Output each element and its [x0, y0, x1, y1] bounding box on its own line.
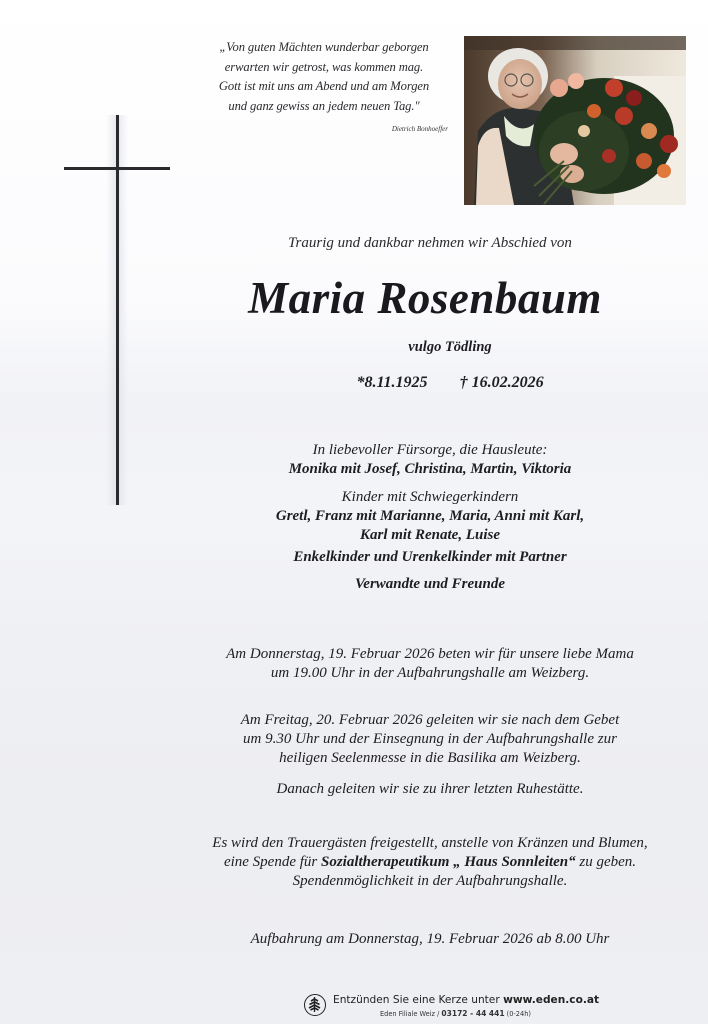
death-date: † 16.02.2026 — [459, 374, 544, 391]
text-line: Am Donnerstag, 19. Februar 2026 beten wir für unsere liebe Mama — [226, 646, 634, 662]
prayer-service-notice — [170, 645, 690, 683]
text-fragment: zu geben. — [575, 854, 637, 870]
branch-contact — [380, 1009, 531, 1018]
deceased-photo — [464, 36, 686, 205]
burial-notice: Danach geleiten wir sie zu ihrer letzten Ruhestätte. — [276, 781, 584, 797]
children-label: Kinder mit Schwiegerkindern — [341, 489, 519, 505]
text-line — [160, 853, 700, 872]
service-hours: (0-24h) — [504, 1010, 531, 1018]
eden-tree-logo-icon — [304, 994, 326, 1016]
text-line: heiligen Seelenmesse in die Basilika am Weizberg. — [279, 750, 581, 766]
children-names: Gretl, Franz mit Marianne, Maria, Anni mit Karl, — [275, 508, 585, 524]
quote-line: und ganz gewiss an jedem neuen Tag." — [228, 98, 420, 113]
bonhoeffer-quote — [196, 38, 452, 116]
quote-author: Dietrich Bonhoeffer — [391, 125, 448, 133]
charity-name: Sozialtherapeutikum „ Haus Sonnleiten“ — [321, 854, 576, 870]
viewing-notice: Aufbahrung am Donnerstag, 19. Februar 2026 ab 8.00 Uhr — [250, 931, 610, 947]
mourners-grandchildren: Enkelkinder und Urenkelkinder mit Partner — [293, 549, 567, 565]
text-line: Am Freitag, 20. Februar 2026 geleiten wir sie nach dem Gebet — [240, 712, 620, 728]
phone-number: 03172 - 44 441 — [441, 1009, 505, 1018]
mourners-caretakers — [180, 441, 680, 479]
farewell-intro: Traurig und dankbar nehmen wir Abschied von — [288, 235, 572, 251]
mourners-children — [180, 488, 680, 545]
children-names: Karl mit Renate, Luise — [359, 527, 500, 543]
caretakers-names: Monika mit Josef, Christina, Martin, Viktoria — [288, 461, 572, 477]
quote-line: erwarten wir getrost, was kommen mag. — [224, 59, 424, 74]
mourners-relatives: Verwandte und Freunde — [354, 576, 506, 592]
donation-notice — [160, 834, 700, 891]
birth-date: *8.11.1925 — [356, 374, 428, 391]
quote-line: Gott ist mit uns am Abend und am Morgen — [218, 79, 430, 94]
life-dates — [250, 374, 650, 392]
deceased-nickname: vulgo Tödling — [408, 339, 492, 355]
footer — [300, 993, 600, 1023]
text-line: Spendenmöglichkeit in der Aufbahrungshalle. — [292, 873, 568, 889]
branch-name: Eden Filiale Weiz / — [380, 1010, 442, 1018]
latin-cross-icon — [116, 115, 119, 505]
caretakers-label: In liebevoller Fürsorge, die Hausleute: — [312, 442, 548, 458]
text-line: um 19.00 Uhr in der Aufbahrungshalle am Weizberg. — [270, 665, 590, 681]
funeral-mass-notice — [170, 711, 690, 768]
cross-crossbar — [64, 167, 170, 170]
quote-line: „Von guten Mächten wunderbar geborgen — [219, 40, 429, 54]
deceased-name: Maria Rosenbaum — [248, 273, 602, 323]
text-line: Es wird den Trauergästen freigestellt, anstelle von Kränzen und Blumen, — [212, 835, 648, 851]
text-line: um 9.30 Uhr und der Einsegnung in der Aufbahrungshalle zur — [243, 731, 617, 747]
candle-invitation — [333, 994, 599, 1006]
text-fragment: Entzünden Sie eine Kerze unter — [333, 994, 504, 1006]
website-link[interactable]: www.eden.co.at — [503, 994, 600, 1006]
text-fragment: eine Spende für — [223, 854, 321, 870]
